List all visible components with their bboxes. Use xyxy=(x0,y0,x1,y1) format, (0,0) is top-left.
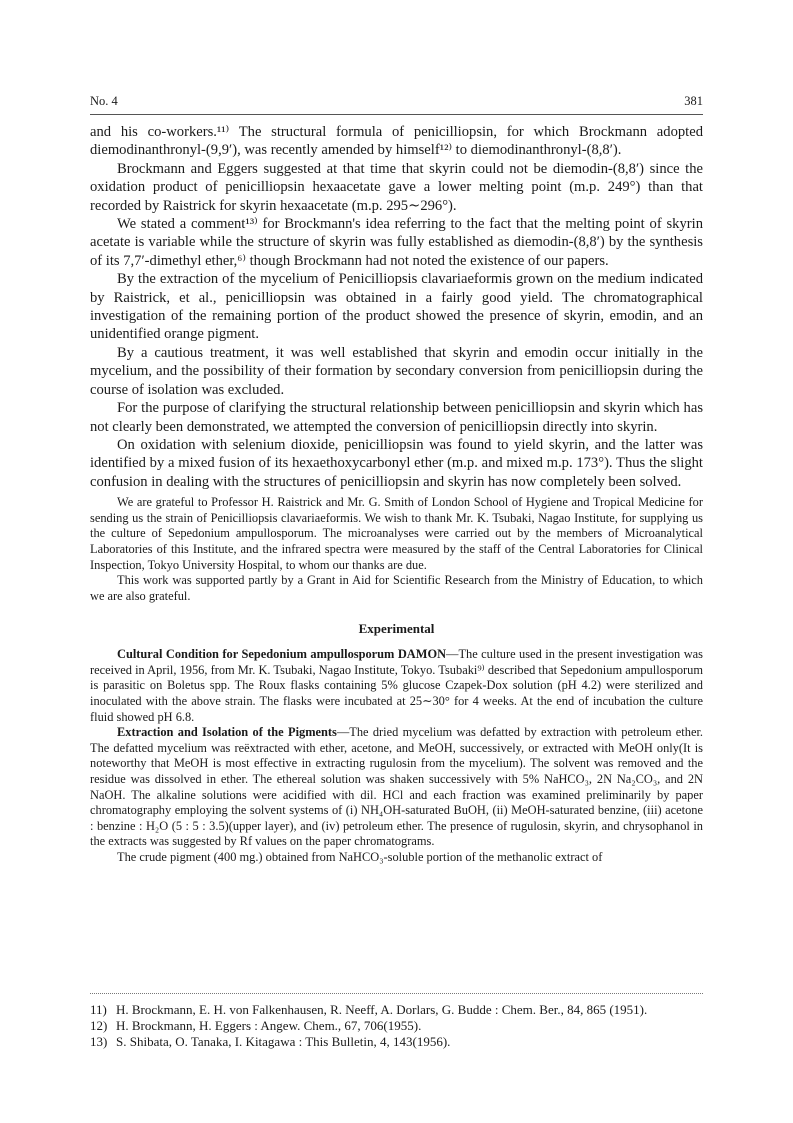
reference-item xyxy=(90,1034,703,1050)
paragraph: By the extraction of the mycelium of Penicilliopsis clavariaeformis grown on the medium indicated by Raistrick, et al., penicilliopsin was obtained in a fairly good yield. The chromatographical investigation of the remaining portion of the product showed the presence of skyrin, emodin, and an unidentified orange pigment. xyxy=(90,271,703,343)
article-body xyxy=(90,123,703,866)
journal-issue-number: No. 4 xyxy=(90,94,118,108)
paragraph: By a cautious treatment, it was well established that skyrin and emodin occur initially in the mycelium, and the possibility of their formation by secondary conversion from penicilliopsin during the course of isolation was excluded. xyxy=(90,344,703,398)
section-title: Experimental xyxy=(358,621,435,637)
paragraph-text: —The culture used in the present investigation was received in April, 1956, from Mr. K. Tsubaki, Nagao Institute, Tokyo. Tsubaki⁹⁾ described that Sepedonium ampullosporum is parasitic on Boletus spp. The Roux flasks containing 5% glucose Czapek‑Dox solution (pH 4.2) were sterilized and inoculated with the above strain. The flasks were incubated at 25∼30° for 4 weeks. At the end of incubation the culture fluid showed pH 6.8. xyxy=(90,647,703,724)
paragraph-text: —The dried mycelium was defatted by extraction with petroleum ether. The defatted mycelium was reëxtracted with ether, acetone, and MeOH, successively, or extracted with MeOH only(It is noteworthy that MeOH is most effective in extracting rugulosin from the mycelium). The solvent was removed and the residue was dissolved in ether. The ethereal solution was shaken successively with 5% NaHCO₃, 2N Na₂CO₃, and 2N NaOH. The alkaline solutions were acidified with dil. HCl and each fraction was examined preliminarily by paper chromatography employing the solvent systems of (i) NH₄OH‑saturated BuOH, (ii) MeOH‑saturated benzine, (iii) acetone : benzine : H₂O (5 : 5 : 3.5)(upper layer), and (iv) petroleum ether. The presence of rugulosin, skyrin, and chrysophanol in the extracts was suggested by Rf values on the paper chromatograms. xyxy=(90,725,703,849)
paragraph: and his co‑workers.¹¹⁾ The structural formula of penicilliopsin, for which Brockmann adopted diemodinanthronyl‑(9,9′), was recently amended by himself¹²⁾ to diemodinanthronyl‑(8,8′). xyxy=(90,124,703,159)
run-in-heading: Cultural Condition for Sepedonium ampullosporum DAMON xyxy=(117,647,447,662)
page-number: 381 xyxy=(684,94,703,108)
header-rule xyxy=(90,114,703,115)
run-in-heading: Extraction and Isolation of the Pigments xyxy=(117,725,337,740)
page-header xyxy=(90,94,703,112)
footnote-references xyxy=(90,993,703,1051)
reference-number: 12) xyxy=(90,1018,108,1034)
paragraph: We stated a comment¹³⁾ for Brockmann's idea referring to the fact that the melting point of skyrin acetate is variable while the structure of skyrin was fully established as diemodin‑(8,8′) by the synthesis of its 7,7′‑dimethyl ether,⁶⁾ though Brockmann had not noted the existence of our papers. xyxy=(90,216,703,269)
paragraph: For the purpose of clarifying the structural relationship between penicilliopsin and skyrin which has not clearly been demonstrated, we attempted the conversion of penicilliopsin directly into skyrin. xyxy=(90,400,703,435)
acknowledgement-paragraph: We are grateful to Professor H. Raistrick and Mr. G. Smith of London School of Hygiene and Tropical Medicine for sending us the strain of Penicilliopsis clavariaeformis. We wish to thank Mr. K. Tsubaki, Nagao Institute, for supplying us the culture of Sepedonium ampullosporum. The microanalyses were carried out by the members of Microanalytical Laboratories of this Institute, and the infrared spectra were measured by the staff of the Central Laboratories for Clinical Inspection, Tokyo University Hospital, to whom our thanks are due. xyxy=(90,495,703,572)
reference-text: S. Shibata, O. Tanaka, I. Kitagawa : This Bulletin, 4, 143(1956). xyxy=(116,1034,451,1050)
footnote-rule xyxy=(90,993,703,994)
experimental-paragraph xyxy=(90,725,703,850)
reference-item xyxy=(90,1018,703,1034)
paragraph: On oxidation with selenium dioxide, penicilliopsin was found to yield skyrin, and the latter was identified by a mixed fusion of its hexaethoxycarbonyl ether (m.p. and mixed m.p. 173°). Thus the slight confusion in dealing with the structures of penicilliopsin and skyrin has now completely been solved. xyxy=(90,436,703,490)
experimental-paragraph xyxy=(90,647,703,725)
main-text xyxy=(90,123,703,491)
acknowledgements xyxy=(90,495,703,604)
reference-number: 11) xyxy=(90,1002,107,1017)
paragraph: Brockmann and Eggers suggested at that time that skyrin could not be diemodin‑(8,8′) since the oxidation product of penicilliopsin hexaacetate gave a lower melting point (m.p. 249°) than that recorded by Raistrick for skyrin hexaacetate (m.p. 295∼296°). xyxy=(90,160,703,214)
reference-item xyxy=(90,1002,703,1018)
experimental-section xyxy=(90,647,703,865)
reference-text: H. Brockmann, E. H. von Falkenhausen, R. Neeff, A. Dorlars, G. Budde : Chem. Ber., 84, 865 (1951). xyxy=(116,1002,648,1017)
reference-text: H. Brockmann, H. Eggers : Angew. Chem., 67, 706(1955). xyxy=(116,1018,422,1034)
acknowledgement-paragraph: This work was supported partly by a Grant in Aid for Scientific Research from the Ministry of Education, to which we are also grateful. xyxy=(90,573,703,603)
reference-number: 13) xyxy=(90,1034,108,1050)
experimental-paragraph: The crude pigment (400 mg.) obtained from NaHCO₃‑soluble portion of the methanolic extract of xyxy=(117,850,603,864)
